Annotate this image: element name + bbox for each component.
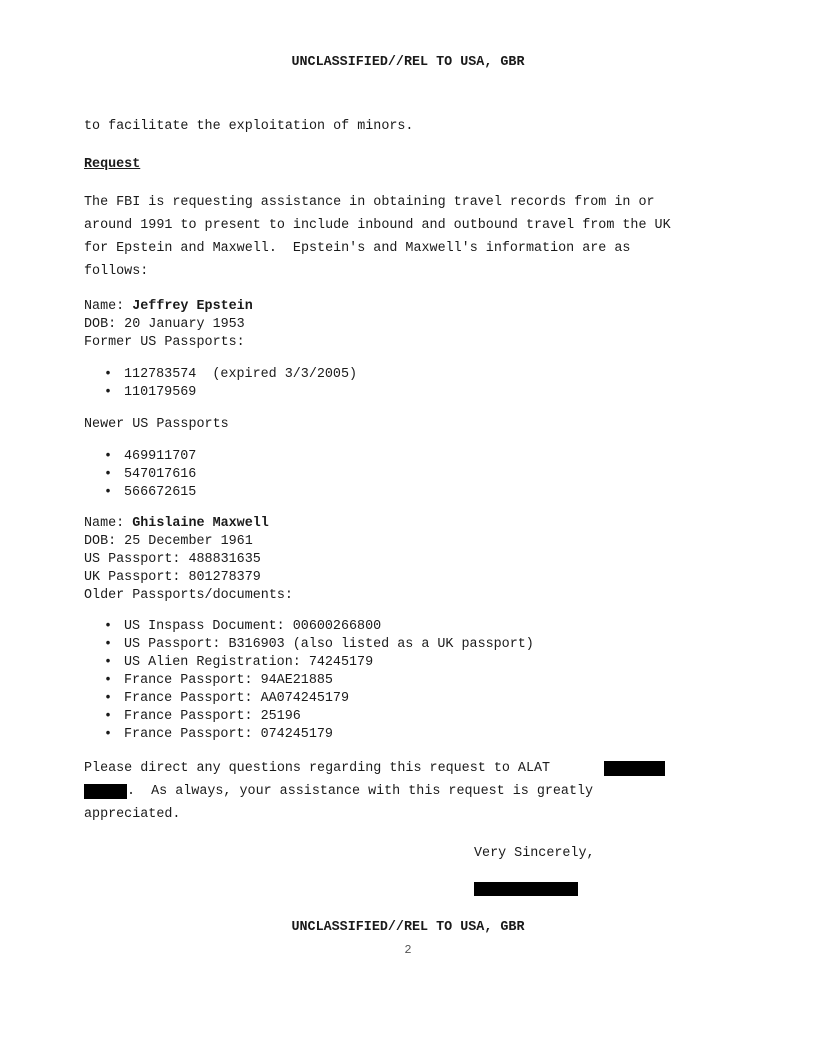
classification-header: UNCLASSIFIED//REL TO USA, GBR bbox=[291, 55, 525, 70]
person2-older-list bbox=[104, 618, 534, 744]
list-item: • US Passport: B316903 (also listed as a UK passport) bbox=[104, 636, 534, 654]
request-paragraph-line: The FBI is requesting assistance in obtaining travel records from in or bbox=[84, 195, 655, 210]
intro-line: to facilitate the exploitation of minors. bbox=[84, 119, 414, 134]
list-item: • France Passport: 94AE21885 bbox=[104, 672, 534, 690]
page-number: 2 bbox=[404, 943, 412, 957]
person2-uk-passport: UK Passport: 801278379 bbox=[84, 570, 261, 585]
redaction-block bbox=[604, 761, 665, 776]
list-item: • France Passport: 25196 bbox=[104, 708, 534, 726]
person1-former-label: Former US Passports: bbox=[84, 335, 245, 350]
person1-name: Jeffrey Epstein bbox=[132, 299, 253, 314]
request-paragraph-line: for Epstein and Maxwell. Epstein's and Maxwell's information are as bbox=[84, 241, 631, 256]
person2-us-passport: US Passport: 488831635 bbox=[84, 552, 261, 567]
list-item: • France Passport: AA074245179 bbox=[104, 690, 534, 708]
classification-footer: UNCLASSIFIED//REL TO USA, GBR bbox=[291, 920, 525, 935]
person1-name-row bbox=[84, 299, 253, 314]
list-item: • 110179569 bbox=[104, 384, 357, 402]
list-item: • 547017616 bbox=[104, 466, 196, 484]
person2-name-row bbox=[84, 516, 269, 531]
person1-dob: DOB: 20 January 1953 bbox=[84, 317, 245, 332]
request-paragraph-line: around 1991 to present to include inbound and outbound travel from the UK bbox=[84, 218, 671, 233]
request-heading: Request bbox=[84, 157, 141, 172]
signoff: Very Sincerely, bbox=[474, 846, 595, 861]
closing-line: appreciated. bbox=[84, 807, 181, 822]
name-label: Name: bbox=[84, 299, 133, 314]
person1-newer-label: Newer US Passports bbox=[84, 417, 229, 432]
person2-dob: DOB: 25 December 1961 bbox=[84, 534, 253, 549]
list-item: • US Alien Registration: 74245179 bbox=[104, 654, 534, 672]
person1-former-list bbox=[104, 366, 357, 402]
person1-newer-list bbox=[104, 448, 196, 502]
list-item: • US Inspass Document: 00600266800 bbox=[104, 618, 534, 636]
closing-line: . As always, your assistance with this request is greatly bbox=[127, 784, 594, 799]
closing-line: Please direct any questions regarding this request to ALAT bbox=[84, 761, 551, 776]
list-item: • France Passport: 074245179 bbox=[104, 726, 534, 744]
request-paragraph-line: follows: bbox=[84, 264, 149, 279]
person2-older-label: Older Passports/documents: bbox=[84, 588, 293, 603]
redaction-block bbox=[84, 784, 127, 799]
list-item: • 566672615 bbox=[104, 484, 196, 502]
person2-name: Ghislaine Maxwell bbox=[132, 516, 269, 531]
list-item: • 112783574 (expired 3/3/2005) bbox=[104, 366, 357, 384]
list-item: • 469911707 bbox=[104, 448, 196, 466]
redacted-signature bbox=[474, 882, 578, 896]
name-label: Name: bbox=[84, 516, 133, 531]
